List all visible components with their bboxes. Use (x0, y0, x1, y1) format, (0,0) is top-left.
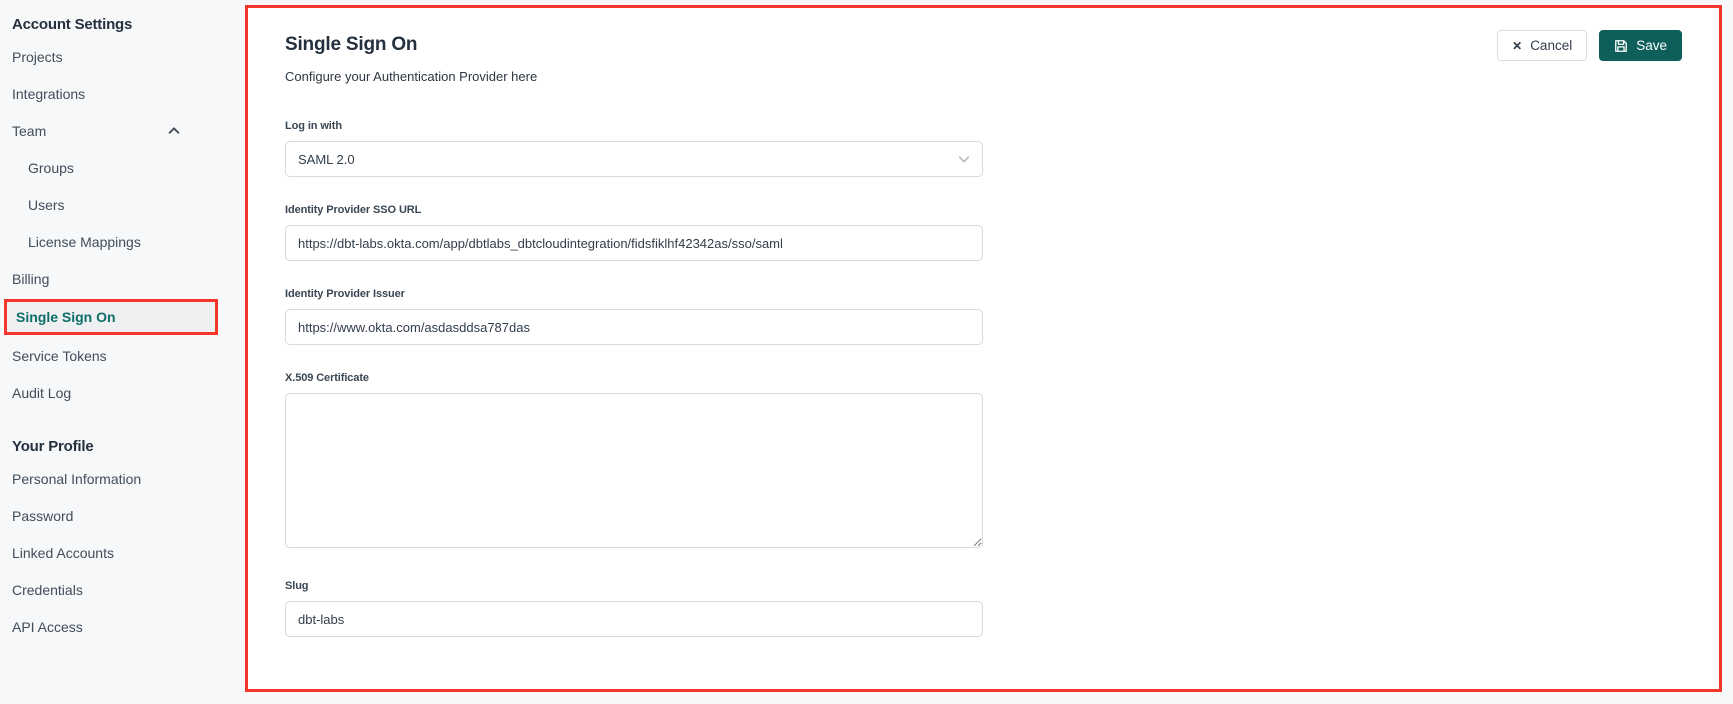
slug-label: Slug (285, 580, 309, 592)
panel-header (285, 28, 1682, 84)
login-with-select[interactable] (285, 141, 983, 177)
certificate-textarea[interactable] (285, 393, 983, 548)
sidebar-item-linked-accounts[interactable]: Linked Accounts (12, 545, 114, 561)
sso-url-input[interactable] (285, 225, 983, 261)
sidebar-item-team[interactable]: Team (0, 113, 247, 149)
sidebar-item-integrations[interactable]: Integrations (12, 86, 86, 102)
chevron-up-icon (167, 124, 181, 138)
sidebar-item-password[interactable]: Password (12, 508, 74, 524)
sidebar-item-groups[interactable]: Groups (28, 160, 74, 176)
close-icon: ✕ (1512, 38, 1523, 53)
sidebar-item-personal-information[interactable]: Personal Information (12, 471, 142, 487)
sidebar-item-users[interactable]: Users (28, 197, 65, 213)
slug-field (285, 580, 983, 637)
certificate-field (285, 372, 983, 553)
sidebar-item-audit-log[interactable]: Audit Log (12, 385, 72, 401)
login-with-selected-value: SAML 2.0 (298, 151, 355, 167)
certificate-label: X.509 Certificate (285, 372, 369, 384)
sidebar-item-license-mappings[interactable]: License Mappings (28, 234, 141, 250)
save-button-label: Save (1636, 38, 1667, 53)
cancel-button-label: Cancel (1530, 38, 1573, 53)
cancel-button[interactable] (1497, 30, 1587, 61)
page-title: Single Sign On (285, 34, 418, 55)
save-icon (1614, 39, 1628, 53)
header-actions (1497, 30, 1682, 61)
save-button[interactable] (1599, 30, 1682, 61)
login-with-select-wrap (285, 141, 983, 177)
sidebar-item-single-sign-on[interactable]: Single Sign On (4, 299, 218, 335)
settings-sidebar (0, 0, 247, 704)
issuer-label: Identity Provider Issuer (285, 288, 405, 300)
sidebar-item-api-access[interactable]: API Access (12, 619, 83, 635)
issuer-input[interactable] (285, 309, 983, 345)
sidebar-heading-account-settings: Account Settings (12, 16, 133, 33)
slug-input[interactable] (285, 601, 983, 637)
sso-url-field (285, 204, 983, 261)
panel-header-text (285, 28, 537, 84)
sidebar-heading-your-profile: Your Profile (12, 438, 94, 455)
single-sign-on-panel (245, 5, 1722, 692)
issuer-field (285, 288, 983, 345)
sidebar-item-projects[interactable]: Projects (12, 49, 63, 65)
sidebar-item-service-tokens[interactable]: Service Tokens (12, 348, 107, 364)
sidebar-item-credentials[interactable]: Credentials (12, 582, 83, 598)
sidebar-section-gap (0, 412, 247, 434)
login-with-label: Log in with (285, 120, 342, 132)
sso-url-label: Identity Provider SSO URL (285, 204, 422, 216)
sso-form (285, 120, 983, 637)
login-with-field (285, 120, 983, 177)
sidebar-item-billing[interactable]: Billing (12, 271, 50, 287)
page-subtitle: Configure your Authentication Provider here (285, 69, 538, 84)
